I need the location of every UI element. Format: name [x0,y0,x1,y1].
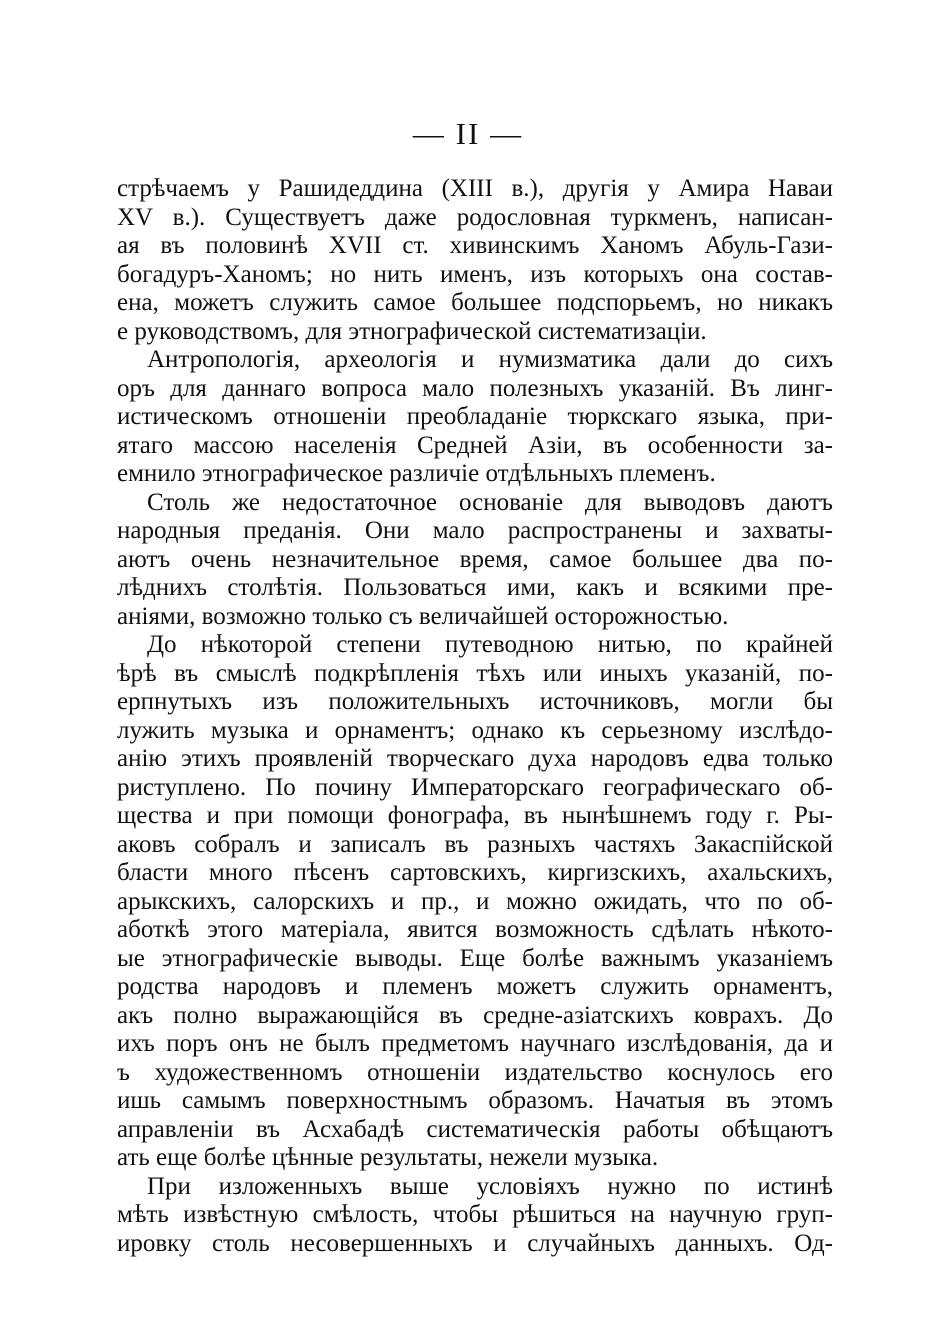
text-line: ерпнутыхъ изъ положительныхъ источниковъ, могли бы [117,688,833,715]
text-line: Антропологія, археологія и нумизматика дали до сихъ [147,346,833,373]
text-line: мѣть извѣстную смѣлость, чтобы рѣшиться на научную груп- [117,1201,833,1228]
text-line: ена, можетъ служить самое большее подспорьемъ, но никакъ [117,289,833,316]
text-line: ихъ поръ онъ не былъ предметомъ научнаго изслѣдованія, да и [117,1030,833,1057]
text-line: богадуръ-Ханомъ; но нить именъ, изъ которыхъ она состав- [117,260,833,288]
text-line: ѣрѣ въ смыслѣ подкрѣпленія тѣхъ или иныхъ указаній, по- [117,659,833,687]
text-line: риступлено. По почину Императорскаго географическаго об- [117,773,833,801]
text-line: ишь самымъ поверхностнымъ образомъ. Начатыя въ этомъ [117,1087,833,1114]
text-line: аніями, возможно только съ величайшей осторожностью. [117,602,729,630]
text-line: оръ для даннаго вопроса мало полезныхъ указаній. Въ линг- [117,374,833,402]
text-line: ые этнографическіе выводы. Еще болѣе важнымъ указаніемъ [117,944,833,972]
text-line: щества и при помощи фонографа, въ нынѣшнемъ году г. Ры- [117,802,833,829]
text-line: истическомъ отношеніи преобладаніе тюркскаго языка, при- [117,403,833,430]
text-line: аботкѣ этого матеріала, явится возможность сдѣлать нѣкото- [117,916,833,943]
text-line: При изложенныхъ выше условіяхъ нужно по истинѣ [147,1172,833,1200]
text-line: бласти много пѣсенъ сартовскихъ, киргизскихъ, ахальскихъ, [117,859,833,886]
page-number: — II — [412,116,524,151]
text-line: ать еще болѣе цѣнные результаты, нежели музыка. [117,1144,659,1171]
text-line: стрѣчаемъ у Рашидеддина (XIII в.), другія у Амира Наваи [117,175,833,202]
text-line: XV в.). Существуетъ даже родословная туркменъ, написан- [117,203,833,231]
text-line: ая въ половинѣ XVII ст. хивинскимъ Ханомъ Абуль-Гази- [117,232,833,259]
text-line: арыкскихъ, салорскихъ и пр., и можно ожидать, что по об- [117,887,833,915]
text-line: Столь же недостаточное основаніе для выводовъ даютъ [147,488,833,516]
text-line: народныя преданія. Они мало распространены и захваты- [117,517,833,544]
text-line: акъ полно выражающійся въ средне-азіатскихъ коврахъ. До [117,1001,833,1029]
text-line: ятаго массою населенія Средней Азіи, въ особенности за- [117,431,833,459]
text-line: аправленіи въ Асхабадѣ систематическія работы обѣщаютъ [117,1115,833,1143]
body-text [117,175,833,1258]
text-line: ъ художественномъ отношеніи издательство коснулось его [117,1058,833,1086]
text-line: родства народовъ и племенъ можетъ служить орнаментъ, [117,973,833,1000]
text-line: емнило этнографическое различіе отдѣльныхъ племенъ. [117,460,716,487]
text-line: ировку столь несовершенныхъ и случайныхъ данныхъ. Од- [117,1229,833,1257]
text-line: До нѣкоторой степени путеводною нитью, по крайней [147,631,833,658]
text-line: лужить музыка и орнаментъ; однако къ серьезному изслѣдо- [117,716,833,744]
text-line: е руководствомъ, для этнографической систематизаціи. [117,317,707,345]
text-line: анію этихъ проявленій творческаго духа народовъ едва только [117,745,833,772]
text-line: лѣднихъ столѣтія. Пользоваться ими, какъ и всякими пре- [117,574,833,601]
text-line: аковъ собралъ и записалъ въ разныхъ частяхъ Закаспійской [117,830,833,858]
text-line: аютъ очень незначительное время, самое большее два по- [117,545,833,573]
